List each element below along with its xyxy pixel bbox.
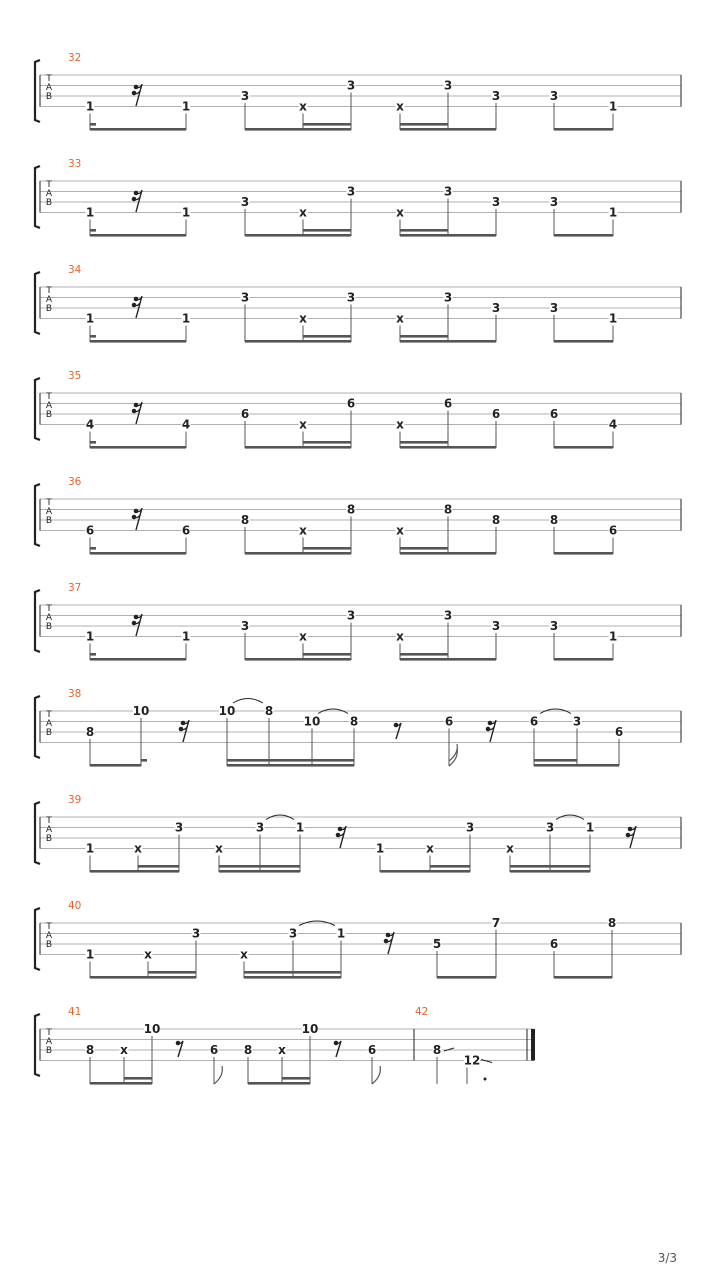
clef-letter: B (45, 622, 53, 632)
clef-letter: B (45, 198, 53, 208)
fret-number: 1 (181, 205, 191, 220)
fret-number: 3 (443, 184, 453, 199)
fret-number: x (299, 205, 307, 220)
rest (132, 402, 142, 424)
fret-number: 6 (367, 1043, 377, 1057)
clef-letter: T (46, 1028, 52, 1038)
fret-number: 3 (288, 926, 298, 941)
clef-letter: A (45, 189, 53, 199)
clef-letter: B (45, 304, 53, 314)
beam-secondary (400, 547, 448, 550)
rest (132, 84, 142, 106)
fret-number: 10 (301, 1022, 319, 1036)
fret-number: 3 (443, 608, 453, 623)
fret-number: 1 (608, 205, 618, 220)
fret-number: 1 (85, 947, 95, 962)
beam (90, 446, 186, 449)
beam (90, 552, 186, 555)
fret-number: 1 (85, 205, 95, 220)
beam-secondary (90, 123, 96, 126)
beam-secondary (90, 441, 96, 444)
fret-number: 6 (444, 714, 454, 729)
measure-number: 40 (68, 900, 82, 912)
beam (90, 234, 186, 237)
rest (384, 932, 394, 954)
fret-number: 8 (549, 513, 559, 527)
fret-number: 3 (465, 820, 475, 835)
beam-secondary (90, 335, 96, 338)
clef-letter: T (46, 922, 52, 932)
fret-number: 6 (240, 407, 250, 421)
fret-number: x (396, 311, 404, 326)
clef-letter: T (46, 498, 52, 508)
beam (554, 976, 612, 979)
fret-number: 6 (209, 1043, 219, 1057)
fret-number: 8 (346, 502, 356, 517)
final-barline (531, 1029, 535, 1061)
beam (400, 552, 496, 555)
rest (132, 614, 142, 636)
beam (90, 1082, 152, 1085)
beam-secondary (90, 653, 96, 656)
fret-number: 1 (181, 629, 191, 644)
system-bracket (35, 590, 40, 652)
fret-number: 10 (218, 704, 236, 718)
tab-system (35, 264, 681, 343)
fret-number: 3 (491, 619, 501, 633)
fret-number: 6 (549, 407, 559, 421)
system-bracket (35, 696, 40, 758)
fret-number: 3 (174, 820, 184, 835)
clef-letter: A (45, 83, 53, 93)
fret-number: 3 (240, 290, 250, 305)
fret-number: 5 (432, 937, 442, 951)
beam (90, 128, 186, 131)
beam (90, 658, 186, 661)
fret-number: 1 (375, 841, 385, 856)
clef-letter: B (45, 92, 53, 102)
beam-secondary (282, 1077, 310, 1080)
measure-number: 35 (68, 370, 82, 382)
rest (336, 826, 346, 848)
fret-number: 3 (240, 619, 250, 633)
fret-number: x (278, 1043, 286, 1057)
fret-number: 1 (181, 311, 191, 326)
beam-secondary (148, 971, 196, 974)
fret-number: x (144, 947, 152, 962)
fret-number: x (426, 841, 434, 856)
measure-number: 37 (68, 582, 82, 594)
clef-letter: A (45, 825, 53, 835)
beam-secondary (227, 759, 354, 762)
fret-number: 3 (443, 78, 453, 93)
tab-system (35, 1006, 535, 1085)
fret-number: 1 (85, 629, 95, 644)
fret-number: 8 (432, 1043, 442, 1057)
fret-number: 8 (491, 513, 501, 527)
clef-letter: T (46, 710, 52, 720)
beam (90, 976, 196, 979)
beam (245, 658, 351, 661)
tab-system (35, 900, 681, 979)
clef-letter: T (46, 286, 52, 296)
fret-number: x (240, 947, 248, 962)
fret-number: 1 (181, 99, 191, 114)
measure-number: 42 (415, 1006, 429, 1018)
beam (554, 446, 613, 449)
system-bracket (35, 802, 40, 864)
fret-number: x (396, 205, 404, 220)
measure-number: 33 (68, 158, 82, 170)
fret-number: 8 (85, 1043, 95, 1057)
tab-system (35, 370, 681, 449)
fret-number: x (506, 841, 514, 856)
beam (245, 128, 351, 131)
measure-number: 34 (68, 264, 82, 276)
fret-number: 1 (608, 99, 618, 114)
tab-system (35, 52, 681, 131)
page-number: 3/3 (657, 1251, 677, 1265)
note-flag (214, 1066, 222, 1084)
rest (486, 720, 496, 742)
fret-number: 3 (191, 926, 201, 941)
rest (394, 723, 401, 739)
clef-letter: A (45, 931, 53, 941)
beam (554, 658, 613, 661)
fret-number: 1 (85, 841, 95, 856)
tab-system (35, 158, 681, 237)
beam-secondary (430, 865, 470, 868)
fret-number: 8 (443, 502, 453, 517)
fret-number: 6 (181, 523, 191, 538)
beam-secondary (510, 865, 590, 868)
beam (245, 234, 351, 237)
fret-number: 3 (549, 89, 559, 103)
beam-secondary (303, 653, 351, 656)
fret-number: x (299, 629, 307, 644)
dot (484, 1078, 487, 1081)
measure-number: 36 (68, 476, 82, 488)
fret-number: 8 (349, 714, 359, 729)
beam (554, 340, 613, 343)
beam (400, 446, 496, 449)
fret-number: 4 (608, 417, 618, 432)
fret-number: x (396, 629, 404, 644)
beam (90, 764, 141, 767)
clef-letter: B (45, 516, 53, 526)
beam (244, 976, 341, 979)
beam-secondary (90, 547, 96, 550)
fret-number: 3 (240, 89, 250, 103)
beam-secondary (303, 441, 351, 444)
beam-secondary (303, 229, 351, 232)
system-bracket (35, 908, 40, 970)
fret-number: 1 (85, 311, 95, 326)
beam-secondary (124, 1077, 152, 1080)
beam (245, 340, 351, 343)
system-bracket (35, 60, 40, 122)
beam-secondary (400, 335, 448, 338)
fret-number: 1 (85, 99, 95, 114)
fret-number: 1 (295, 820, 305, 835)
beam (248, 1082, 310, 1085)
beam-secondary (400, 123, 448, 126)
measure-number: 38 (68, 688, 82, 700)
fret-number: 3 (491, 89, 501, 103)
beam (90, 870, 179, 873)
fret-number: 3 (240, 195, 250, 209)
beam (400, 234, 496, 237)
fret-number: 12 (463, 1053, 481, 1068)
fret-number: x (299, 311, 307, 326)
fret-number: 10 (132, 704, 150, 718)
fret-number: 3 (346, 290, 356, 305)
rest (179, 720, 189, 742)
fret-number: 7 (491, 916, 501, 930)
fret-number: 3 (255, 820, 265, 835)
tab-system (35, 794, 681, 873)
fret-number: x (299, 417, 307, 432)
fret-number: 8 (243, 1043, 253, 1057)
fret-number: 10 (303, 714, 321, 729)
measure-number: 32 (68, 52, 82, 64)
system-bracket (35, 166, 40, 228)
fret-number: x (215, 841, 223, 856)
fret-number: 3 (346, 184, 356, 199)
rest (334, 1041, 341, 1057)
clef-letter: A (45, 401, 53, 411)
beam (245, 552, 351, 555)
clef-letter: A (45, 1037, 53, 1047)
beam-secondary (303, 123, 351, 126)
fret-number: 8 (240, 513, 250, 527)
fret-number: 3 (549, 619, 559, 633)
clef-letter: B (45, 410, 53, 420)
fret-number: 6 (491, 407, 501, 421)
fret-number: 1 (608, 629, 618, 644)
beam (227, 764, 354, 767)
beam-secondary (303, 547, 351, 550)
fret-number: 6 (608, 523, 618, 538)
beam-secondary (400, 441, 448, 444)
fret-number: x (134, 841, 142, 856)
fret-number: 6 (443, 396, 453, 411)
fret-number: 3 (545, 820, 555, 835)
fret-number: 3 (491, 195, 501, 209)
beam-secondary (219, 865, 300, 868)
beam (380, 870, 470, 873)
fret-number: x (299, 99, 307, 114)
beam (437, 976, 496, 979)
fret-number: x (299, 523, 307, 538)
fret-number: 6 (529, 714, 539, 729)
note-flag (372, 1066, 380, 1084)
fret-number: 4 (181, 417, 191, 432)
fret-number: 3 (491, 301, 501, 315)
fret-number: x (120, 1043, 128, 1057)
beam-secondary (400, 229, 448, 232)
rest (132, 296, 142, 318)
rest (626, 826, 636, 848)
beam (90, 340, 186, 343)
fret-number: 3 (346, 78, 356, 93)
fret-number: 3 (443, 290, 453, 305)
system-bracket (35, 484, 40, 546)
fret-number: x (396, 523, 404, 538)
clef-letter: A (45, 613, 53, 623)
fret-number: 1 (585, 820, 595, 835)
fret-number: 8 (85, 725, 95, 739)
beam-secondary (534, 759, 577, 762)
beam-secondary (303, 335, 351, 338)
beam-secondary (138, 865, 179, 868)
clef-letter: T (46, 604, 52, 614)
clef-letter: T (46, 180, 52, 190)
system-bracket (35, 378, 40, 440)
beam-secondary (244, 971, 341, 974)
beam-secondary (90, 229, 96, 232)
beam (219, 870, 300, 873)
measure-number: 41 (68, 1006, 82, 1018)
tab-system (35, 582, 681, 661)
beam (510, 870, 590, 873)
beam (554, 552, 613, 555)
beam-secondary (141, 759, 147, 762)
fret-number: 1 (336, 926, 346, 941)
clef-letter: B (45, 834, 53, 844)
clef-letter: A (45, 719, 53, 729)
fret-number: 3 (549, 195, 559, 209)
beam-secondary (400, 653, 448, 656)
beam (245, 446, 351, 449)
clef-letter: B (45, 940, 53, 950)
measure-number: 39 (68, 794, 82, 806)
fret-number: 1 (608, 311, 618, 326)
fret-number: 10 (143, 1022, 161, 1036)
fret-number: 6 (549, 937, 559, 951)
beam (400, 340, 496, 343)
beam (400, 658, 496, 661)
clef-letter: A (45, 295, 53, 305)
system-bracket (35, 272, 40, 334)
rest (132, 190, 142, 212)
beam (554, 128, 613, 131)
clef-letter: B (45, 1046, 53, 1056)
beam (554, 234, 613, 237)
clef-letter: B (45, 728, 53, 738)
beam (400, 128, 496, 131)
fret-number: 3 (572, 714, 582, 729)
fret-number: 6 (614, 725, 624, 739)
clef-letter: T (46, 816, 52, 826)
rest (176, 1041, 183, 1057)
fret-number: 4 (85, 417, 95, 432)
fret-number: 8 (607, 916, 617, 930)
fret-number: 3 (549, 301, 559, 315)
clef-letter: T (46, 392, 52, 402)
clef-letter: A (45, 507, 53, 517)
fret-number: 8 (264, 704, 274, 718)
fret-number: 6 (346, 396, 356, 411)
beam (534, 764, 619, 767)
system-bracket (35, 1014, 40, 1076)
clef-letter: T (46, 74, 52, 84)
tab-system (35, 476, 681, 555)
tab-system (35, 688, 681, 767)
fret-number: x (396, 99, 404, 114)
fret-number: 6 (85, 523, 95, 538)
fret-number: x (396, 417, 404, 432)
rest (132, 508, 142, 530)
fret-number: 3 (346, 608, 356, 623)
tie (233, 699, 263, 704)
